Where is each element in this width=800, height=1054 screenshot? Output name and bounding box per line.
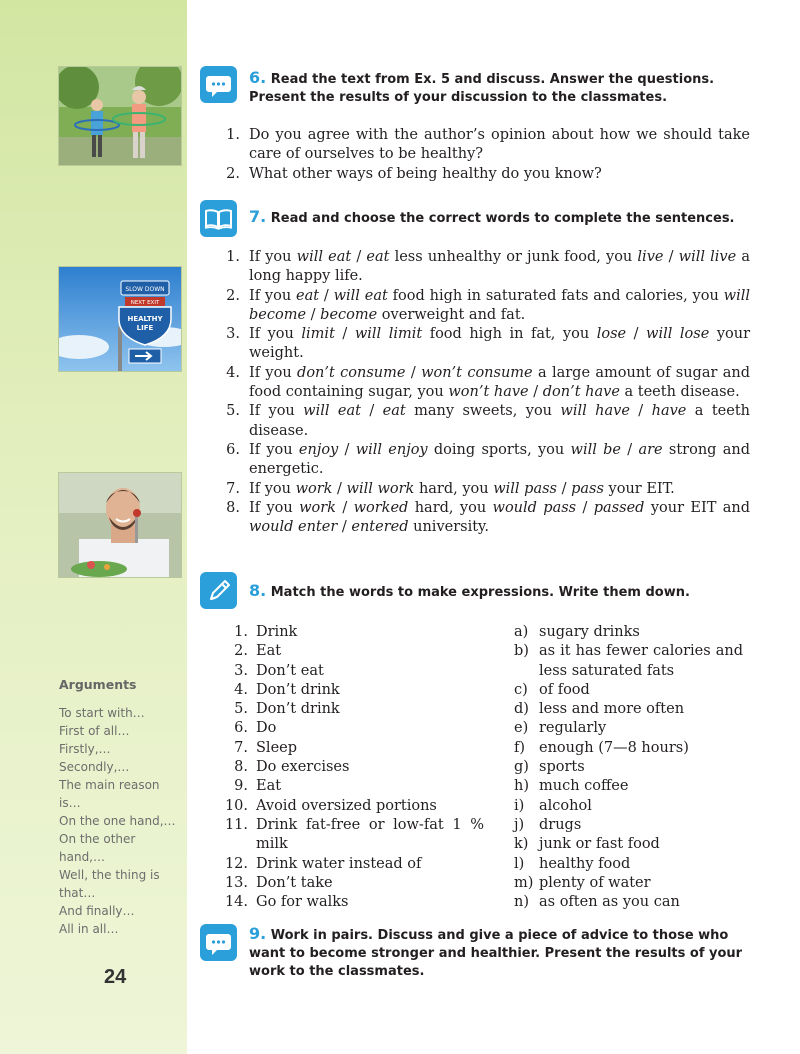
arguments-box	[59, 676, 184, 938]
answer-option: will limit	[354, 326, 423, 343]
argument-item: All in all…	[59, 922, 119, 936]
ex6-number: 6.	[249, 68, 267, 87]
sentence-text: /	[629, 403, 652, 420]
item-text: Go for walks	[256, 894, 349, 911]
answer-option: will lose	[646, 326, 710, 343]
item-number: j)	[514, 816, 525, 833]
item-text: less and more often	[539, 701, 685, 718]
list-item	[222, 165, 750, 184]
list-item	[514, 739, 743, 758]
sentence-text: a teeth disease.	[249, 403, 750, 439]
answer-option: passed	[593, 499, 645, 516]
item-number: c)	[514, 681, 528, 698]
list-item	[514, 777, 743, 796]
sentence-text: /	[319, 287, 334, 304]
answer-option: eat	[296, 287, 320, 304]
list-item	[222, 739, 484, 758]
answer-option: will eat	[333, 287, 388, 304]
photo-hula-hoop	[58, 66, 182, 166]
list-item	[222, 855, 484, 874]
item-text	[249, 364, 750, 403]
item-number: n)	[514, 894, 529, 911]
argument-item: The main reason is…	[59, 778, 160, 810]
argument-item: On the one hand,…	[59, 814, 176, 828]
item-text	[249, 441, 750, 480]
answer-option: won’t have	[448, 384, 529, 401]
item-number: 7.	[226, 480, 240, 497]
list-item	[222, 893, 484, 912]
item-number: 5.	[226, 403, 240, 420]
item-number: 5.	[234, 701, 248, 718]
answer-option: limit	[301, 326, 335, 343]
item-number: 8.	[234, 759, 248, 776]
item-number: e)	[514, 720, 529, 737]
item-number: 10.	[224, 797, 248, 814]
item-text: What other ways of being healthy do you know?	[249, 165, 602, 182]
list-item	[222, 719, 484, 738]
answer-option: entered	[351, 519, 409, 536]
argument-item: First of all…	[59, 724, 130, 738]
item-number: 14.	[224, 894, 248, 911]
item-text: Sleep	[256, 739, 298, 756]
sentence-text: /	[332, 480, 347, 497]
item-number: 9.	[234, 778, 248, 795]
list-item	[514, 623, 743, 642]
argument-item: Firstly,…	[59, 742, 111, 756]
answer-option: will work	[346, 480, 415, 497]
ex8-heading	[249, 582, 753, 602]
item-text: drugs	[539, 816, 582, 833]
item-number: 4.	[226, 364, 240, 381]
sentence-text: /	[360, 403, 383, 420]
item-number: b)	[514, 643, 529, 660]
item-text	[249, 402, 750, 441]
list-item	[222, 662, 484, 681]
item-number: 12.	[224, 855, 248, 872]
answer-option: don’t have	[542, 384, 620, 401]
list-item	[514, 816, 743, 835]
list-item	[222, 816, 484, 855]
ex6-list	[222, 126, 750, 184]
answer-option: won’t consume	[421, 364, 533, 381]
ex9-heading	[249, 925, 753, 981]
sentence-text: If you	[249, 441, 299, 458]
ex7-heading	[249, 208, 753, 228]
list-item	[222, 480, 750, 499]
sign-life: LIFE	[136, 324, 154, 332]
item-number: f)	[514, 739, 526, 756]
sentence-text: /	[663, 249, 679, 265]
sentence-text: many sweets, you	[405, 403, 561, 420]
item-number: d)	[514, 701, 529, 718]
sentence-text: doing sports, you	[427, 441, 571, 458]
sentence-text: /	[335, 499, 354, 516]
sidebar	[0, 0, 187, 1054]
argument-item: Well, the thing is that…	[59, 868, 160, 900]
sentence-text: a large amount of sugar and food containing sugar, you	[249, 364, 751, 401]
sentence-text: /	[405, 364, 422, 381]
answer-option: would enter	[249, 519, 338, 536]
item-number: 1.	[226, 249, 240, 265]
ex7-instructions: Read and choose the correct words to complete the sentences.	[270, 211, 735, 226]
answer-option: will eat	[303, 403, 361, 420]
answer-option: become	[320, 306, 378, 323]
speech-bubble-icon	[200, 924, 237, 961]
list-item	[514, 642, 743, 681]
answer-option: live	[637, 249, 664, 265]
argument-item: And finally…	[59, 904, 135, 918]
item-number: h)	[514, 778, 529, 795]
answer-option: enjoy	[298, 441, 339, 458]
photo-man-eating-salad	[58, 472, 182, 578]
item-text: sports	[539, 759, 585, 776]
item-text	[249, 499, 750, 538]
sentence-text: /	[306, 306, 321, 323]
item-number: l)	[514, 855, 525, 872]
ex8-number: 8.	[249, 581, 267, 600]
item-text: junk or fast food	[539, 836, 660, 853]
list-item	[222, 700, 484, 719]
answer-option: eat	[382, 403, 406, 420]
item-text	[249, 248, 750, 287]
item-text: regularly	[539, 720, 607, 737]
sentence-text: your EIT.	[603, 480, 675, 497]
answer-option: will enjoy	[355, 441, 428, 458]
ex8-left-column	[222, 623, 484, 912]
item-text: Drink	[256, 624, 298, 640]
sentence-text: food high in fat, you	[422, 326, 597, 343]
item-number: g)	[514, 759, 529, 776]
item-number: 7.	[234, 739, 248, 756]
answer-option: have	[651, 403, 687, 420]
answer-option: will have	[560, 403, 630, 420]
list-item	[222, 248, 750, 287]
ex7-number: 7.	[249, 207, 267, 226]
open-book-icon	[200, 200, 237, 237]
answer-option: will eat	[296, 249, 352, 265]
sentence-text: If you	[249, 364, 298, 381]
sentence-text: less unhealthy or junk food, you	[389, 249, 638, 265]
item-number: 4.	[234, 681, 248, 698]
sign-next-exit: NEXT EXIT	[130, 300, 160, 306]
list-item	[514, 700, 743, 719]
item-text: Do you agree with the author’s opinion about how we should take care of ourselves to be healthy?	[249, 127, 750, 163]
sentence-text: a teeth disease.	[619, 384, 740, 401]
answer-option: eat	[366, 249, 390, 265]
speech-bubble-icon	[200, 66, 237, 103]
item-text: as it has fewer calories and less saturated fats	[539, 643, 743, 679]
item-text: healthy food	[539, 855, 631, 872]
item-text: Don’t drink	[256, 701, 340, 718]
list-item	[514, 835, 743, 854]
item-number: 1.	[234, 624, 248, 640]
item-text: Do	[256, 720, 277, 737]
item-text: Drink water instead of	[256, 855, 422, 872]
sentence-text: food high in saturated fats and calories, you	[387, 287, 724, 304]
list-item	[222, 287, 750, 326]
item-number: a)	[514, 624, 529, 640]
sentence-text: your EIT and	[644, 499, 751, 516]
list-item	[222, 499, 750, 538]
sentence-text: hard, you	[408, 499, 493, 516]
sentence-text: /	[337, 519, 352, 536]
item-number: 1.	[226, 127, 240, 143]
list-item	[514, 855, 743, 874]
item-text: Drink fat-free or low-fat 1 % milk	[256, 816, 484, 853]
sentence-text: hard, you	[414, 480, 494, 497]
ex7-list	[222, 248, 750, 537]
item-text: alcohol	[539, 797, 592, 814]
item-text: Don’t take	[256, 874, 333, 891]
list-item	[222, 777, 484, 796]
item-number: 13.	[224, 874, 248, 891]
item-text: Don’t eat	[256, 662, 324, 679]
sentence-text: a long happy life.	[249, 249, 750, 285]
sentence-text: strong and energetic.	[249, 441, 750, 478]
item-text: of food	[539, 681, 590, 698]
list-item	[222, 681, 484, 700]
item-number: 6.	[234, 720, 248, 737]
list-item	[222, 797, 484, 816]
item-text: Eat	[256, 643, 282, 660]
answer-option: don’t consume	[297, 364, 406, 381]
list-item	[514, 758, 743, 777]
list-item	[514, 893, 743, 912]
answer-option: would pass	[492, 499, 577, 516]
item-number: 3.	[234, 662, 248, 679]
item-text	[249, 325, 750, 364]
sentence-text: /	[557, 480, 572, 497]
sentence-text: overweight and fat.	[377, 306, 526, 323]
ex6-instructions: Read the text from Ex. 5 and discuss. Answer the questions. Present the results of your discussion to the classmates.	[249, 72, 715, 105]
ex8-right-column	[514, 623, 743, 912]
item-text	[249, 480, 750, 499]
list-item	[222, 325, 750, 364]
sentence-text: /	[576, 499, 594, 516]
item-text: plenty of water	[539, 874, 651, 891]
item-number: 2.	[234, 643, 248, 660]
ex9-number: 9.	[249, 924, 267, 943]
list-item	[222, 758, 484, 777]
argument-item: On the other hand,…	[59, 832, 136, 864]
item-number: 3.	[226, 326, 240, 343]
item-number: 6.	[226, 441, 240, 458]
sentence-text: If you	[249, 249, 297, 265]
argument-item: Secondly,…	[59, 760, 130, 774]
sentence-text: /	[351, 249, 367, 265]
sentence-text: If you	[249, 326, 302, 343]
answer-option: lose	[596, 326, 627, 343]
list-item	[514, 797, 743, 816]
sentence-text: If you	[249, 480, 296, 497]
pencil-icon	[200, 572, 237, 609]
sentence-text: If you	[249, 287, 297, 304]
sentence-text: /	[334, 326, 355, 343]
item-text: Do exercises	[256, 759, 350, 776]
item-text: sugary drinks	[539, 624, 640, 640]
item-text: Eat	[256, 778, 282, 795]
arguments-title: Arguments	[59, 677, 137, 692]
list-item	[222, 874, 484, 893]
answer-option: worked	[353, 499, 409, 516]
list-item	[514, 681, 743, 700]
item-text: as often as you can	[539, 894, 680, 911]
item-number: 8.	[226, 499, 240, 516]
list-item	[514, 719, 743, 738]
answer-option: will be	[570, 441, 621, 458]
item-text: much coffee	[539, 778, 629, 795]
photo-healthy-life-sign	[58, 266, 182, 372]
list-item	[222, 642, 484, 661]
list-item	[222, 126, 750, 165]
sign-slow-down: SLOW DOWN	[125, 286, 165, 293]
sentence-text: /	[626, 326, 647, 343]
answer-option: will live	[678, 249, 737, 265]
item-text: Avoid oversized portions	[256, 797, 437, 814]
answer-option: will pass	[493, 480, 557, 497]
item-number: 2.	[226, 287, 240, 304]
answer-option: will become	[249, 287, 750, 323]
item-number: k)	[514, 836, 529, 853]
list-item	[514, 874, 743, 893]
sentence-text: university.	[408, 519, 489, 536]
item-number: i)	[514, 797, 525, 814]
list-item	[222, 402, 750, 441]
page-number: 24	[104, 966, 127, 988]
list-item	[222, 441, 750, 480]
list-item	[222, 623, 484, 642]
sentence-text: /	[338, 441, 356, 458]
sentence-text: If you	[249, 499, 300, 516]
sign-healthy: HEALTHY	[127, 315, 163, 323]
item-number: 2.	[226, 165, 240, 182]
answer-option: work	[295, 480, 333, 497]
ex9-instructions: Work in pairs. Discuss and give a piece of advice to those who want to become stronger and healthier. Present the results of your work to the classmates.	[249, 928, 743, 979]
sentence-text: your weight.	[249, 326, 751, 362]
answer-option: work	[299, 499, 336, 516]
item-number: 11.	[224, 816, 248, 833]
list-item	[222, 364, 750, 403]
answer-option: are	[638, 441, 663, 458]
item-text: Don’t drink	[256, 681, 340, 698]
ex8-instructions: Match the words to make expressions. Write them down.	[270, 585, 690, 600]
item-number: m)	[514, 874, 534, 891]
sentence-text: If you	[249, 403, 304, 420]
argument-item: To start with…	[59, 706, 145, 720]
sentence-text: /	[621, 441, 639, 458]
answer-option: pass	[571, 480, 604, 497]
sentence-text: /	[528, 384, 543, 401]
ex6-heading	[249, 69, 753, 107]
item-text: enough (7—8 hours)	[539, 739, 689, 756]
item-text	[249, 287, 750, 326]
